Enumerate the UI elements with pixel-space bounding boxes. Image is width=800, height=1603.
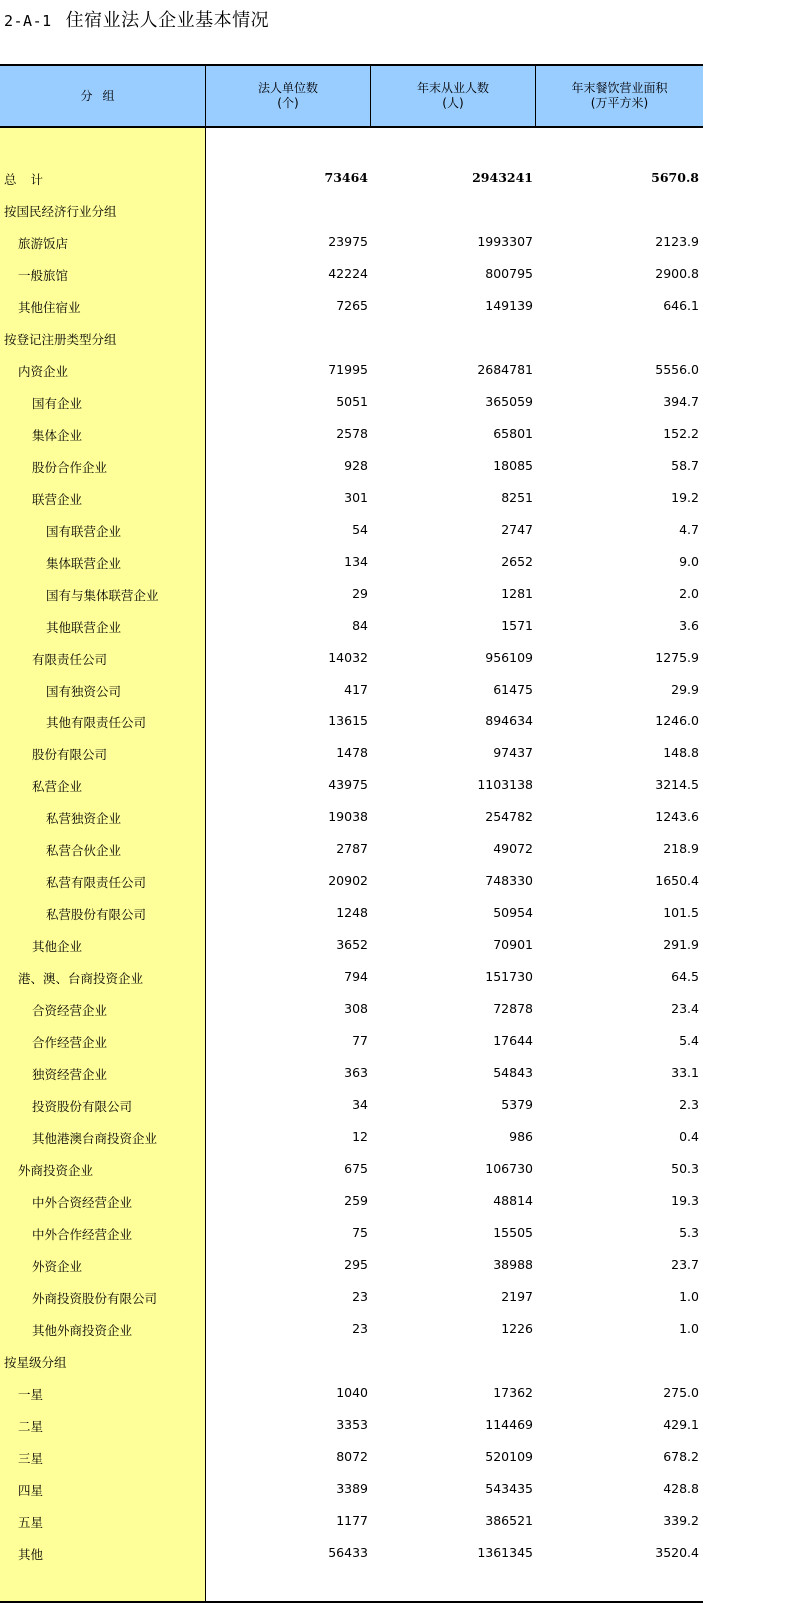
row-value-col1: 56433 — [328, 1544, 368, 1560]
row-value-col3: 58.7 — [671, 457, 699, 473]
row-value-col1: 134 — [344, 553, 368, 569]
row-value-col2: 1361345 — [477, 1544, 533, 1560]
row-value-col2: 748330 — [485, 873, 533, 889]
row-value-col2: 2684781 — [477, 361, 533, 377]
row-value-col3: 0.4 — [679, 1129, 699, 1145]
row-label: 港、澳、台商投资企业 — [18, 971, 144, 987]
table-body — [0, 128, 703, 1603]
row-label: 有限责任公司 — [32, 651, 108, 667]
row-value-col3: 3520.4 — [655, 1544, 699, 1560]
row-label: 中外合资经营企业 — [32, 1195, 133, 1210]
row-value-col3: 291.9 — [663, 937, 699, 953]
row-value-col3: 50.3 — [671, 1161, 699, 1177]
row-label: 内资企业 — [18, 363, 69, 379]
table-row — [0, 1281, 703, 1313]
row-value-col3: 23.4 — [671, 1001, 699, 1017]
row-label: 其他住宿业 — [18, 299, 81, 315]
row-label: 国有与集体联营企业 — [46, 587, 159, 603]
table-row — [0, 929, 703, 961]
row-value-col3: 1650.4 — [655, 873, 699, 889]
row-value-col1: 2578 — [336, 425, 368, 441]
row-value-col2: 17362 — [493, 1384, 533, 1400]
row-label: 合作经营企业 — [32, 1035, 108, 1051]
row-value-col3: 5.3 — [679, 1224, 699, 1240]
table-row — [0, 226, 703, 258]
row-value-col1: 3353 — [336, 1416, 368, 1432]
table-row — [0, 1121, 703, 1153]
row-label: 私营企业 — [32, 779, 83, 795]
row-label: 外商投资股份有限公司 — [32, 1290, 158, 1306]
row-value-col2: 114469 — [485, 1416, 533, 1432]
row-label: 一般旅馆 — [18, 267, 69, 283]
row-value-col1: 1040 — [336, 1384, 368, 1400]
table-row — [0, 290, 703, 322]
table-row — [0, 546, 703, 578]
row-value-col2: 2197 — [501, 1288, 533, 1304]
table-header — [0, 64, 703, 128]
row-label: 投资股份有限公司 — [32, 1099, 133, 1115]
row-value-col3: 19.3 — [671, 1193, 699, 1208]
row-value-col3: 3214.5 — [655, 777, 699, 793]
row-label: 私营合伙企业 — [46, 843, 122, 859]
table-row — [0, 578, 703, 610]
row-value-col1: 308 — [344, 1001, 368, 1017]
row-label: 中外合作经营企业 — [32, 1226, 133, 1242]
row-label: 国有企业 — [32, 395, 83, 411]
table-row — [0, 354, 703, 386]
row-label: 二星 — [18, 1418, 44, 1434]
row-label: 其他外商投资企业 — [32, 1322, 133, 1338]
table-row — [0, 1377, 703, 1409]
table-row — [0, 1409, 703, 1441]
row-value-col1: 1177 — [336, 1512, 368, 1528]
row-value-col3: 101.5 — [663, 905, 699, 921]
table-row — [0, 1441, 703, 1473]
row-label: 集体企业 — [32, 427, 83, 443]
row-label: 按登记注册类型分组 — [4, 331, 117, 347]
row-value-col1: 23975 — [328, 233, 368, 249]
row-value-col3: 275.0 — [663, 1384, 699, 1400]
row-value-col3: 429.1 — [663, 1416, 699, 1432]
row-label: 独资经营企业 — [32, 1067, 108, 1083]
table-row — [0, 674, 703, 706]
table-row — [0, 1313, 703, 1345]
row-value-col1: 19038 — [328, 809, 368, 825]
header-col3-unit: (万平方米) — [590, 96, 649, 110]
row-value-col1: 14032 — [328, 649, 368, 665]
row-label: 股份合作企业 — [32, 459, 108, 475]
table-title: 住宿业法人企业基本情况 — [65, 10, 270, 31]
row-label: 五星 — [18, 1514, 44, 1530]
row-value-col1: 3652 — [336, 937, 368, 953]
row-value-col3: 1246.0 — [655, 713, 699, 729]
row-value-col1: 794 — [344, 969, 368, 985]
row-value-col3: 2900.8 — [655, 265, 699, 281]
row-value-col2: 5379 — [501, 1097, 533, 1113]
row-value-col2: 49072 — [493, 841, 533, 857]
row-value-col3: 1.0 — [679, 1288, 699, 1304]
row-value-col1: 675 — [344, 1161, 368, 1177]
row-value-col2: 151730 — [485, 969, 533, 985]
row-label: 三星 — [18, 1450, 44, 1466]
table-row — [0, 610, 703, 642]
table-row — [0, 1217, 703, 1249]
row-value-col2: 894634 — [485, 713, 533, 729]
row-value-col3: 29.9 — [671, 681, 699, 697]
header-col1-title: 法人单位数 — [257, 81, 318, 95]
row-value-col1: 29 — [352, 585, 368, 601]
header-col2-title: 年末从业人数 — [416, 81, 489, 95]
row-value-col1: 5051 — [336, 393, 368, 409]
row-value-col2: 8251 — [501, 489, 533, 505]
table-row — [0, 194, 703, 226]
row-label: 一星 — [18, 1386, 44, 1402]
table-row — [0, 1153, 703, 1185]
row-value-col1: 13615 — [328, 713, 368, 729]
row-value-col2: 1281 — [501, 585, 533, 601]
table-row — [0, 1089, 703, 1121]
row-value-col1: 1248 — [336, 905, 368, 921]
row-value-col3: 218.9 — [663, 841, 699, 857]
row-label: 股份有限公司 — [32, 747, 108, 763]
row-value-col3: 5556.0 — [655, 361, 699, 377]
row-value-col3: 148.8 — [663, 745, 699, 761]
table-row — [0, 1345, 703, 1377]
row-label: 联营企业 — [32, 491, 83, 507]
table-row — [0, 482, 703, 514]
row-value-col3: 2123.9 — [655, 233, 699, 249]
row-value-col2: 70901 — [493, 937, 533, 953]
row-value-col3: 152.2 — [663, 425, 699, 441]
row-value-col2: 1103138 — [477, 777, 533, 793]
header-col2 — [371, 66, 536, 126]
row-label: 其他有限责任公司 — [46, 715, 147, 731]
row-label: 按星级分组 — [4, 1354, 67, 1370]
table-row — [0, 1473, 703, 1505]
row-value-col1: 34 — [352, 1097, 368, 1113]
row-label: 合资经营企业 — [32, 1003, 108, 1019]
row-value-col2: 365059 — [485, 393, 533, 409]
row-value-col1: 301 — [344, 489, 368, 505]
row-label: 私营股份有限公司 — [46, 907, 147, 923]
row-value-col3: 23.7 — [671, 1256, 699, 1272]
row-value-col1: 54 — [352, 521, 368, 537]
table-row — [0, 642, 703, 674]
header-col1 — [206, 66, 371, 126]
header-col1-unit: (个) — [277, 96, 299, 110]
row-value-col1: 3389 — [336, 1480, 368, 1496]
table-row — [0, 1537, 703, 1569]
row-value-col3: 2.3 — [679, 1097, 699, 1113]
row-value-col1: 71995 — [328, 361, 368, 377]
row-value-col1: 43975 — [328, 777, 368, 793]
row-value-col2: 956109 — [485, 649, 533, 665]
row-value-col1: 20902 — [328, 873, 368, 889]
row-label: 按国民经济行业分组 — [4, 203, 117, 219]
row-label: 外商投资企业 — [18, 1163, 94, 1179]
table-row — [0, 865, 703, 897]
row-value-col2: 48814 — [493, 1193, 533, 1208]
table-row — [0, 418, 703, 450]
table-row — [0, 705, 703, 737]
row-value-col3: 394.7 — [663, 393, 699, 409]
row-value-col2: 2652 — [501, 553, 533, 569]
row-value-col2: 1571 — [501, 617, 533, 633]
row-label: 旅游饭店 — [18, 235, 69, 251]
row-value-col3: 19.2 — [671, 489, 699, 505]
row-value-col2: 1993307 — [477, 233, 533, 249]
row-value-col2: 520109 — [485, 1448, 533, 1464]
table-row — [0, 258, 703, 290]
row-value-col1: 8072 — [336, 1448, 368, 1464]
table-row — [0, 1185, 703, 1217]
table-row — [0, 1057, 703, 1089]
row-value-col1: 12 — [352, 1129, 368, 1145]
row-label: 其他联营企业 — [46, 619, 122, 635]
table-row — [0, 322, 703, 354]
row-label: 外资企业 — [32, 1258, 83, 1274]
row-value-col1: 77 — [352, 1033, 368, 1049]
table-row — [0, 737, 703, 769]
row-value-col2: 986 — [509, 1129, 533, 1145]
table-row — [0, 514, 703, 546]
table-row — [0, 801, 703, 833]
row-label: 其他企业 — [32, 939, 83, 955]
row-value-col2: 97437 — [493, 745, 533, 761]
table-row — [0, 769, 703, 801]
table-row — [0, 1249, 703, 1281]
row-value-col3: 646.1 — [663, 297, 699, 313]
row-value-col2: 50954 — [493, 905, 533, 921]
table-row — [0, 450, 703, 482]
row-value-col1: 363 — [344, 1065, 368, 1081]
row-value-col1: 23 — [352, 1320, 368, 1336]
row-value-col3: 33.1 — [671, 1065, 699, 1081]
table-row — [0, 162, 703, 194]
row-value-col3: 9.0 — [679, 553, 699, 569]
row-label: 其他 — [18, 1546, 44, 1562]
row-value-col2: 38988 — [493, 1256, 533, 1272]
row-value-col2: 149139 — [485, 297, 533, 313]
row-value-col1: 75 — [352, 1224, 368, 1240]
row-value-col3: 2.0 — [679, 585, 699, 601]
row-value-col2: 17644 — [493, 1033, 533, 1049]
header-group — [0, 66, 206, 126]
row-value-col2: 386521 — [485, 1512, 533, 1528]
row-label: 其他港澳台商投资企业 — [32, 1131, 158, 1147]
row-value-col2: 106730 — [485, 1161, 533, 1177]
row-value-col2: 72878 — [493, 1001, 533, 1017]
table-code: 2-A-1 — [4, 12, 52, 30]
row-value-col1: 84 — [352, 617, 368, 633]
row-label: 私营有限责任公司 — [46, 875, 147, 891]
row-value-col2: 2943241 — [472, 170, 533, 185]
row-value-col1: 417 — [344, 681, 368, 697]
header-group-label: 分组 — [80, 88, 125, 103]
row-value-col2: 2747 — [501, 521, 533, 537]
row-value-col1: 7265 — [336, 297, 368, 313]
row-label: 国有联营企业 — [46, 523, 122, 539]
row-value-col1: 2787 — [336, 841, 368, 857]
row-value-col3: 1.0 — [679, 1320, 699, 1336]
table-row — [0, 1025, 703, 1057]
row-value-col1: 1478 — [336, 745, 368, 761]
header-col2-unit: (人) — [442, 96, 464, 110]
row-value-col3: 4.7 — [679, 521, 699, 537]
row-label: 集体联营企业 — [46, 555, 122, 571]
table-row — [0, 993, 703, 1025]
row-value-col1: 73464 — [324, 170, 368, 185]
row-value-col2: 54843 — [493, 1065, 533, 1081]
row-label: 总计 — [4, 172, 58, 187]
header-col3-title: 年末餐饮营业面积 — [571, 81, 668, 95]
table-rows — [0, 162, 703, 1569]
table-row — [0, 833, 703, 865]
row-value-col1: 23 — [352, 1288, 368, 1304]
row-value-col3: 1275.9 — [655, 649, 699, 665]
table-row — [0, 386, 703, 418]
row-label: 四星 — [18, 1482, 44, 1498]
row-value-col3: 5.4 — [679, 1033, 699, 1049]
row-value-col2: 18085 — [493, 457, 533, 473]
table-row — [0, 961, 703, 993]
row-value-col2: 65801 — [493, 425, 533, 441]
row-value-col2: 1226 — [501, 1320, 533, 1336]
row-value-col3: 5670.8 — [651, 170, 699, 185]
row-value-col2: 800795 — [485, 265, 533, 281]
row-value-col3: 3.6 — [679, 617, 699, 633]
table-row — [0, 897, 703, 929]
row-label: 国有独资公司 — [46, 683, 122, 699]
row-value-col1: 295 — [344, 1256, 368, 1272]
table-row — [0, 1505, 703, 1537]
data-table — [0, 64, 703, 1603]
row-value-col3: 1243.6 — [655, 809, 699, 825]
row-value-col2: 254782 — [485, 809, 533, 825]
row-value-col3: 428.8 — [663, 1480, 699, 1496]
row-value-col3: 678.2 — [663, 1448, 699, 1464]
row-value-col2: 543435 — [485, 1480, 533, 1496]
row-value-col1: 259 — [344, 1193, 368, 1208]
row-value-col2: 15505 — [493, 1224, 533, 1240]
row-value-col1: 928 — [344, 457, 368, 473]
row-value-col2: 61475 — [493, 681, 533, 697]
row-value-col1: 42224 — [328, 265, 368, 281]
row-label: 私营独资企业 — [46, 811, 122, 827]
header-col3 — [536, 66, 703, 126]
page-title — [4, 6, 269, 32]
row-value-col3: 339.2 — [663, 1512, 699, 1528]
row-value-col3: 64.5 — [671, 969, 699, 985]
